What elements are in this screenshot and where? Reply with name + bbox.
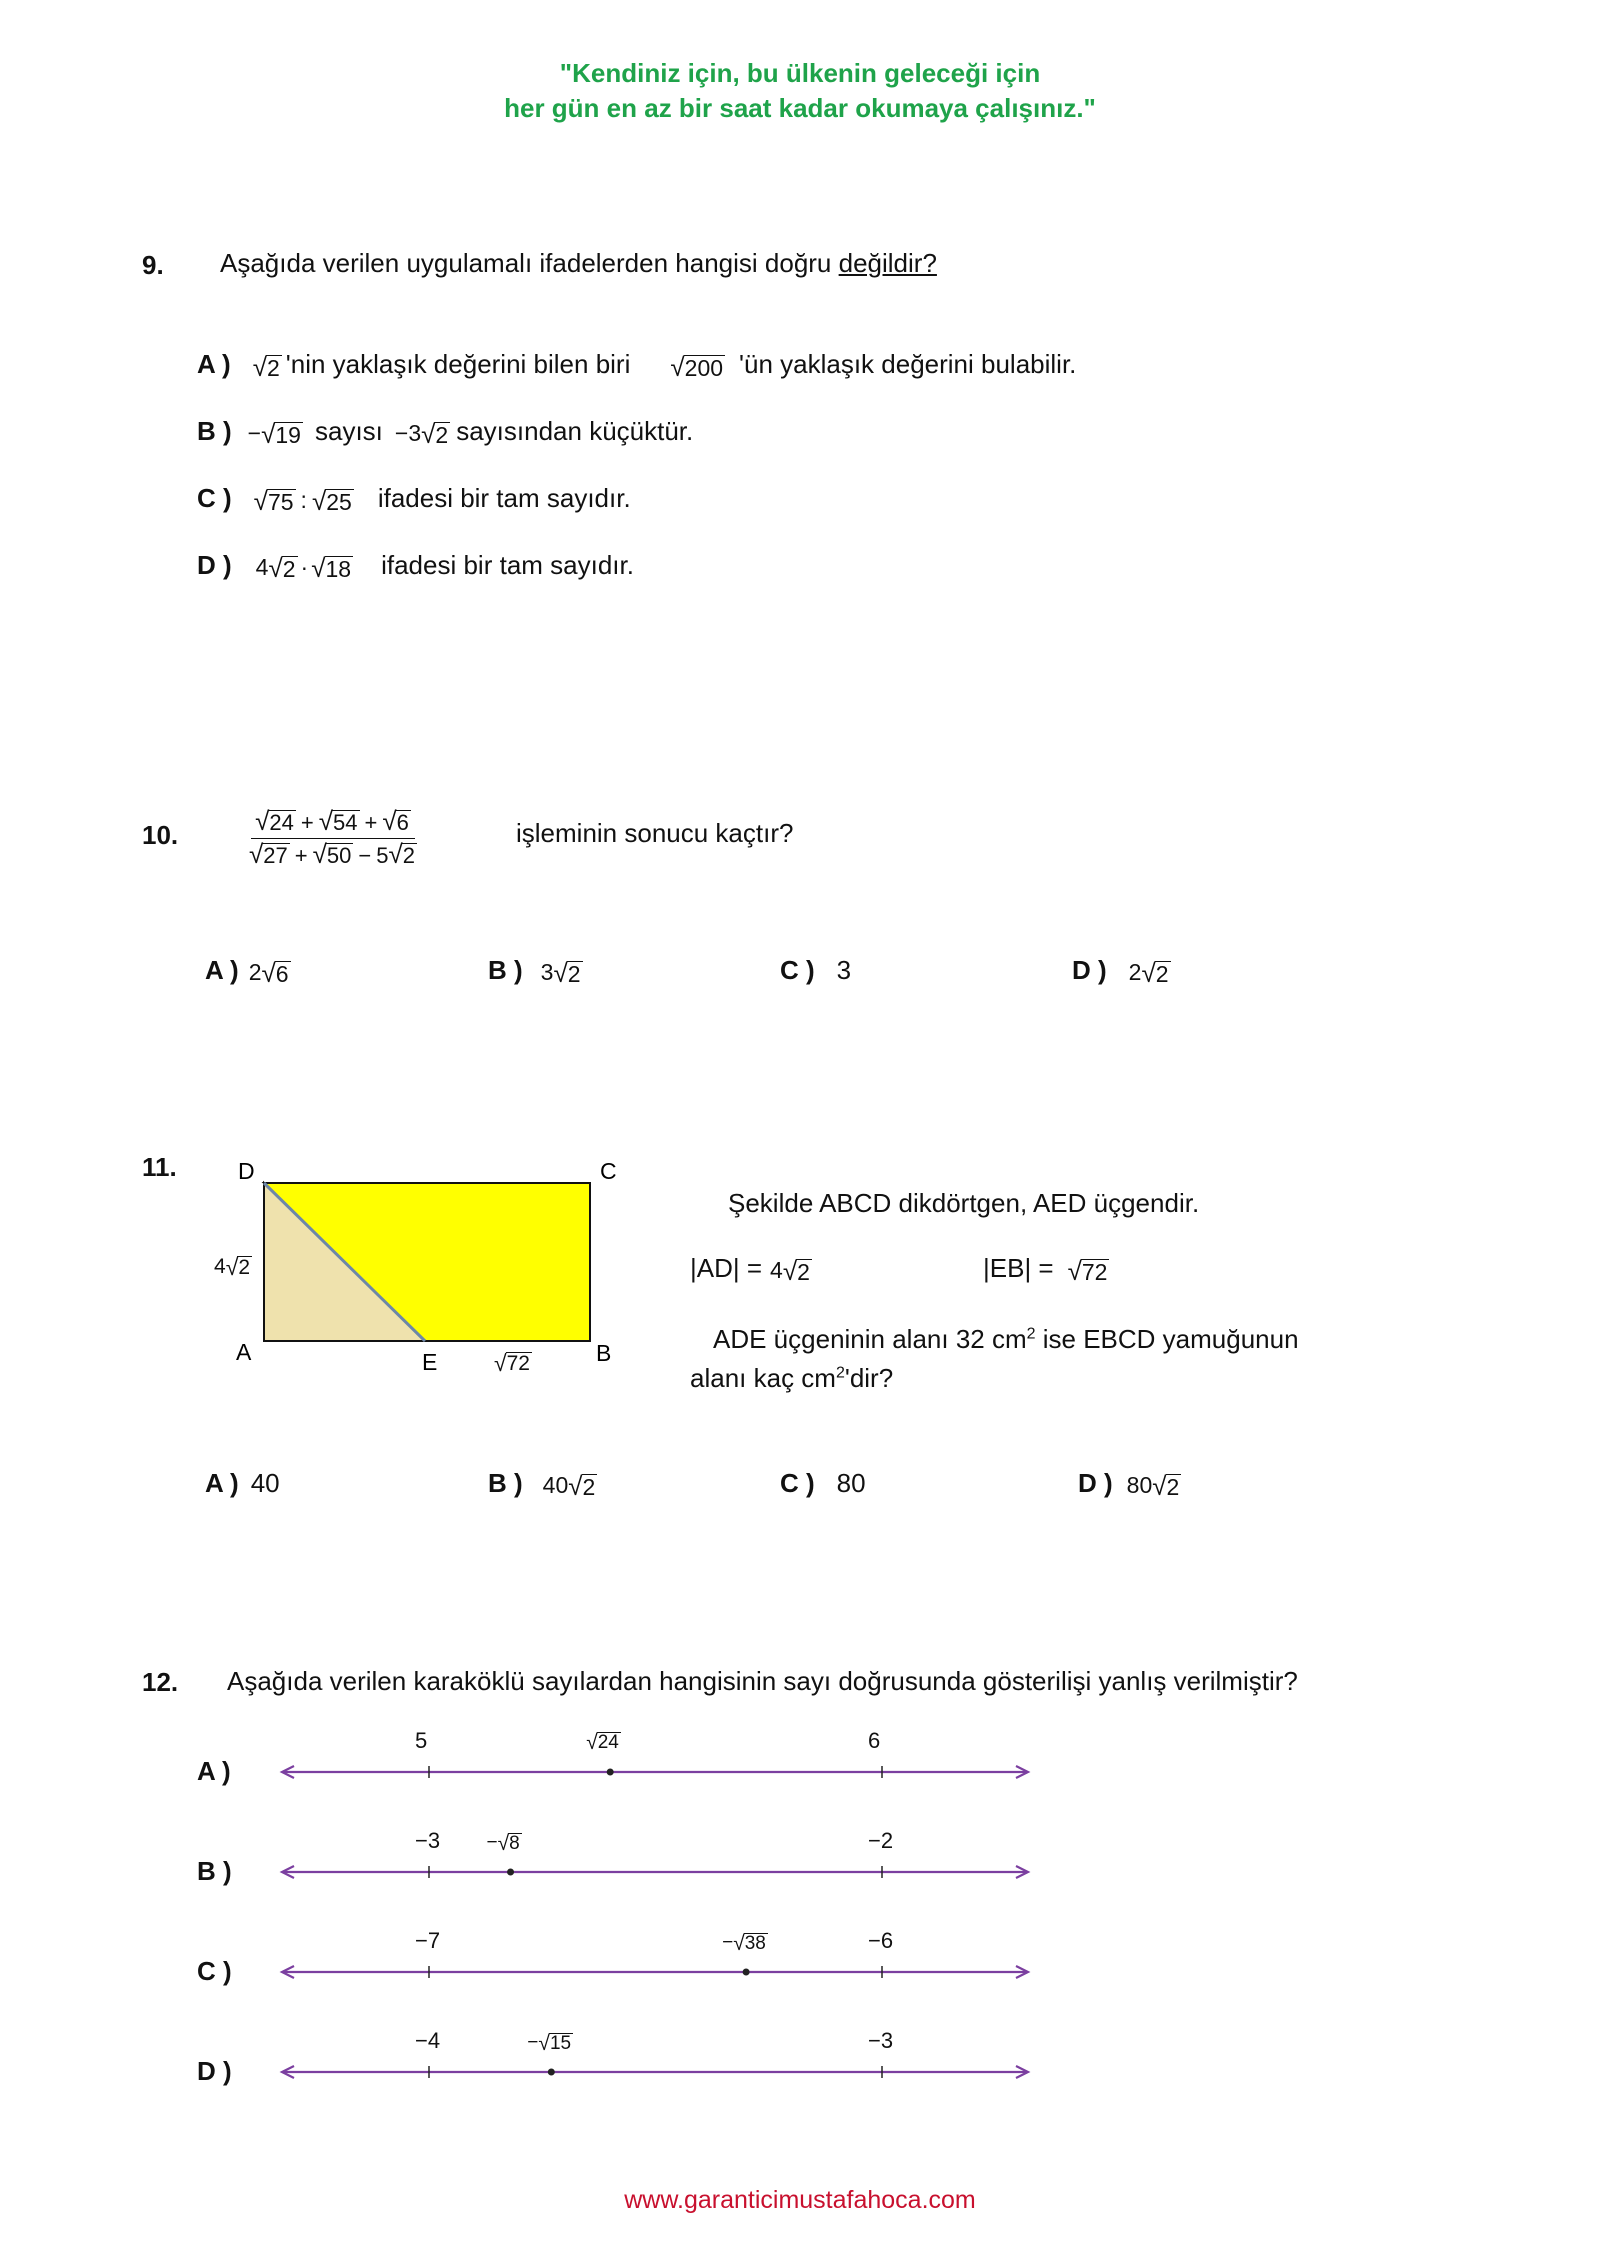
q11-stem-2: ADE üçgeninin alanı 32 $cm^2$ ise EBCD yamuğunun — [713, 1324, 1299, 1354]
q11-eb-value: |EB| = √ 72 — [983, 1253, 1108, 1286]
q12-option-label[interactable]: D ) — [197, 2056, 232, 2086]
q12-option-label[interactable]: B ) — [197, 1856, 232, 1886]
point-marker — [507, 1869, 514, 1876]
radical: √ 2 — [268, 553, 296, 583]
q10-option-b[interactable]: B ) 3 √ 2 — [488, 955, 581, 988]
tick-label-right: 6 — [868, 1728, 881, 1753]
q12-option-label[interactable]: A ) — [197, 1756, 231, 1786]
q10-number: 10. — [142, 820, 179, 850]
q10-option-c[interactable]: C ) 3 — [780, 955, 852, 985]
q11-stem-3: alanı kaç $cm^2'dir$? — [690, 1363, 894, 1393]
tick-label-left: −3 — [415, 1828, 441, 1853]
fraction-denominator: √ 27 + √ 50 − 5 √ 2 — [249, 839, 416, 869]
vertex-a: A — [236, 1339, 252, 1365]
q12-option-label[interactable]: C ) — [197, 1956, 232, 1986]
q11-option-a[interactable]: A ) 40 — [205, 1468, 280, 1498]
radical: √ 18 — [311, 553, 352, 583]
q10-option-d[interactable]: D ) 2 √ 2 — [1072, 955, 1169, 988]
point-label: − √ 15 — [527, 2032, 572, 2055]
q9-option-d[interactable]: D ) 4 √ 2 · √ 18 ifadesi bir tam sayıdır. — [197, 550, 634, 583]
q9-option-b[interactable]: B ) − √ 19 sayısı −3 √ 2 sayısından küçüktür. — [197, 416, 694, 449]
q9-stem: Aşağıda verilen uygulamalı ifadelerden hangisi doğru değildir? — [220, 248, 937, 278]
fraction-numerator: √ 24 + √ 54 + √ 6 — [251, 808, 415, 839]
q12-stem: Aşağıda verilen karaköklü sayılardan hangisinin sayı doğrusunda gösterilişi yanlış verilmiştir? — [227, 1666, 1298, 1696]
radical: √ 75 — [253, 486, 294, 516]
number-line — [260, 1757, 1060, 1787]
q11-number: 11. — [142, 1152, 177, 1182]
motto-line-1: "Kendiniz için, bu ülkenin geleceği için — [559, 58, 1041, 88]
q11-option-c[interactable]: C ) 80 — [780, 1468, 866, 1498]
radical: √ 200 — [670, 352, 724, 382]
number-line — [260, 1957, 1060, 1987]
number-line — [260, 1857, 1060, 1887]
q11-option-d[interactable]: D ) 80 √ 2 — [1078, 1468, 1180, 1501]
q9-option-c[interactable]: C ) √ 75 : √ 25 ifadesi bir tam sayıdır. — [197, 483, 631, 516]
point-label: − √ 38 — [722, 1932, 766, 1955]
motto-line-2: her gün en az bir saat kadar okumaya çalışınız." — [504, 93, 1096, 123]
point-marker — [743, 1969, 750, 1976]
vertex-d: D — [238, 1158, 255, 1184]
tick-label-left: 5 — [415, 1728, 428, 1753]
vertex-b: B — [596, 1340, 612, 1366]
q11-ad-value: |AD| = 4 √ 2 — [690, 1253, 810, 1286]
q9-option-a[interactable]: A ) √ 2 'nin yaklaşık değerini bilen biri √ 200 'ün yaklaşık değerini bulabilir. — [197, 349, 1077, 382]
q10-option-a[interactable]: A ) 2 √ 6 — [205, 955, 289, 988]
q12-number: 12. — [142, 1667, 179, 1697]
vertex-c: C — [600, 1158, 617, 1184]
point-marker — [548, 2069, 555, 2076]
number-line — [260, 2057, 1060, 2087]
footer-url[interactable]: www.garanticimustafahoca.com — [624, 2186, 976, 2214]
radical: √ 25 — [311, 486, 352, 516]
tick-label-left: −4 — [415, 2028, 441, 2053]
radical: √ 19 — [261, 419, 301, 449]
q10-stem: işleminin sonucu kaçtır? — [516, 818, 794, 848]
label-eb: √ 72 — [494, 1350, 530, 1377]
rectangle-figure — [200, 1155, 640, 1385]
point-marker — [607, 1769, 614, 1776]
q9-number: 9. — [142, 250, 164, 280]
tick-label-right: −2 — [868, 1828, 894, 1853]
point-label: − √ 8 — [486, 1832, 520, 1855]
q11-stem-1: Şekilde ABCD dikdörtgen, AED üçgendir. — [728, 1188, 1200, 1218]
point-e: E — [422, 1349, 438, 1375]
tick-label-left: −7 — [415, 1928, 441, 1953]
tick-label-right: −3 — [868, 2028, 894, 2053]
q10-fraction — [245, 808, 421, 869]
q11-option-b[interactable]: B ) 40 √ 2 — [488, 1468, 596, 1501]
point-label: √ 24 — [586, 1731, 619, 1754]
radical: √ 2 — [252, 352, 280, 382]
tick-label-right: −6 — [868, 1928, 894, 1953]
radical: √ 2 — [421, 419, 449, 449]
label-ad: 4 √ 2 — [214, 1254, 250, 1280]
